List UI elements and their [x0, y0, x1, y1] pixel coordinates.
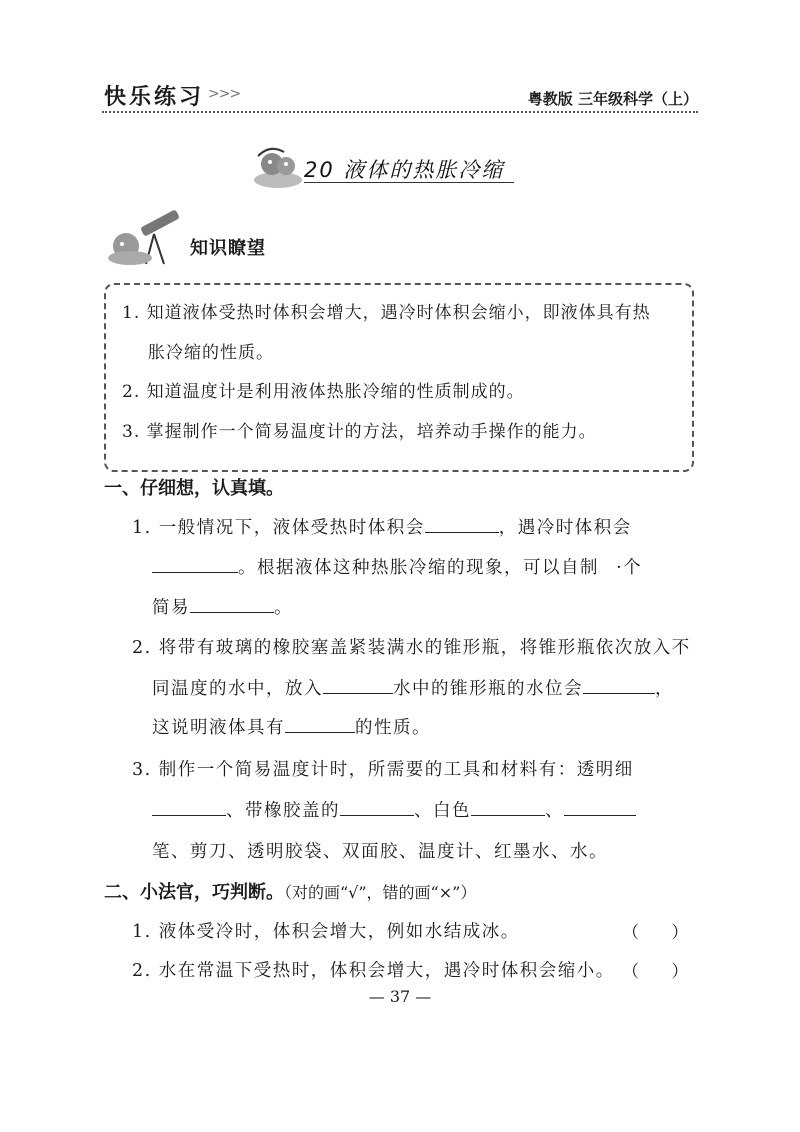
q2-line2	[152, 675, 674, 700]
q2-text-c: 水中的锥形瓶的水位会	[393, 679, 583, 699]
q2-text-d: ，	[655, 679, 674, 699]
q3-text-b: 、带橡胶盖的	[226, 801, 340, 821]
q2-line1: 2. 将带有玻璃的橡胶塞盖紧装满水的锥形瓶，将锥形瓶依次放入不	[132, 638, 691, 658]
q2-text-b: 同温度的水中，放入	[152, 679, 323, 699]
telescope-icon	[106, 208, 186, 268]
q3-blank-3[interactable]	[471, 801, 545, 816]
knowledge-title: 知识瞭望	[190, 238, 266, 259]
q3-line2	[152, 797, 636, 822]
q3-blank-4[interactable]	[564, 801, 636, 816]
edition-label: 粤教版 三年级科学（上）	[527, 90, 698, 108]
judge-item-1: 1. 液体受冷时，体积会增大，例如水结成冰。	[132, 922, 520, 942]
section2-header	[104, 878, 476, 904]
section2-title: 二、小法官，巧判断。	[104, 882, 284, 903]
q2-blank-1[interactable]	[323, 679, 393, 694]
lesson-title-underline	[304, 182, 514, 183]
q1-text-a: 1. 一般情况下，液体受热时体积会	[132, 518, 425, 538]
q2-text-f: 的性质。	[355, 718, 431, 738]
q3-line1: 3. 制作一个简易温度计时，所需要的工具和材料有：透明细	[132, 760, 634, 780]
page-number: — 37 —	[368, 987, 432, 1006]
q1-blank-1[interactable]	[425, 518, 499, 533]
brand-title: 快乐练习	[104, 85, 205, 110]
q3-text-d: 、	[545, 801, 564, 821]
q3-blank-1[interactable]	[152, 801, 226, 816]
judge-item-2: 2. 水在常温下受热时，体积会增大，遇冷时体积会缩小。	[132, 961, 615, 981]
q1-text-c: 。根据液体这种热胀冷缩的现象，可以自制	[238, 558, 599, 578]
section1-title: 一、仔细想，认真填。	[104, 478, 284, 499]
section2-note: （对的画“√”，错的画“×”）	[284, 883, 477, 902]
q1-line2	[152, 554, 642, 579]
q1-line1	[132, 514, 632, 539]
q1-text-d: ·个	[616, 558, 643, 578]
lesson-title: 20 液体的热胀冷缩	[304, 158, 505, 182]
q2-blank-2[interactable]	[583, 679, 655, 694]
q1-text-f: 。	[274, 598, 293, 618]
q1-line3	[152, 594, 293, 619]
objective-line-1: 1. 知道液体受热时体积会增大，遇冷时体积会缩小，即液体具有热	[122, 303, 651, 323]
q1-blank-3[interactable]	[190, 598, 274, 613]
objective-line-3: 3. 掌握制作一个简易温度计的方法，培养动手操作的能力。	[122, 422, 597, 442]
q1-text-b: ，遇冷时体积会	[498, 518, 632, 538]
objective-line-2: 2. 知道温度计是利用液体热胀冷缩的性质制成的。	[122, 382, 525, 402]
objective-line-1-cont: 胀冷缩的性质。	[148, 343, 274, 363]
judge-answer-1[interactable]: （ ）	[622, 923, 689, 943]
q1-blank-2[interactable]	[152, 558, 238, 573]
q3-text-c: 、白色	[414, 801, 471, 821]
q3-line3: 笔、剪刀、透明胶袋、双面胶、温度计、红墨水、水。	[152, 842, 608, 862]
q1-text-e: 简易	[152, 598, 190, 618]
judge-answer-2[interactable]: （ ）	[622, 962, 689, 982]
q2-text-e: 这说明液体具有	[152, 718, 285, 738]
brand-arrows: >>>	[208, 86, 241, 102]
cartoon-mascot-icon	[252, 144, 304, 190]
q2-blank-3[interactable]	[285, 718, 355, 733]
q2-line3	[152, 714, 431, 739]
header-divider	[102, 111, 698, 113]
q3-blank-2[interactable]	[340, 801, 414, 816]
